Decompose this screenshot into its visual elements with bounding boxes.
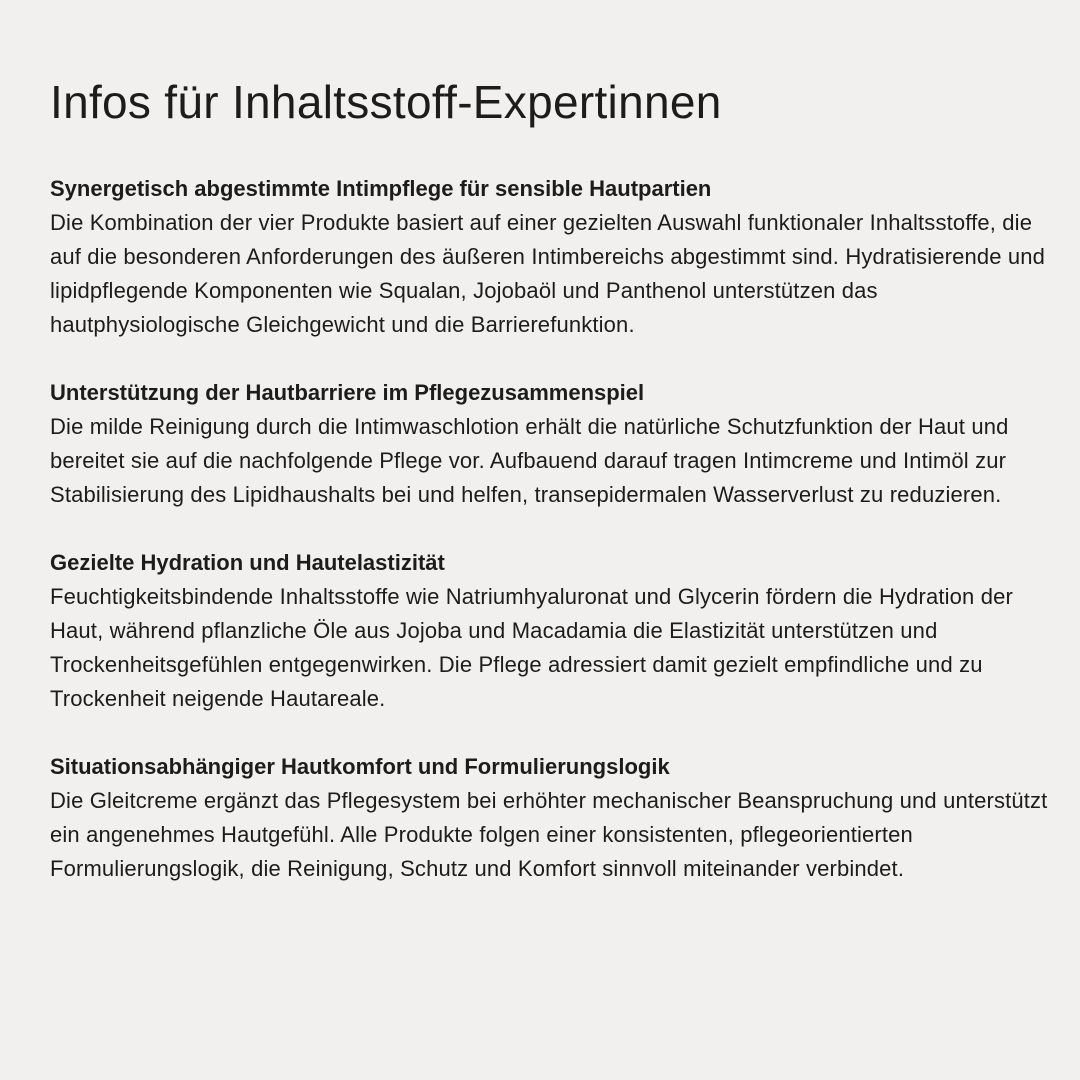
section-body: Die milde Reinigung durch die Intimwaschlotion erhält die natürliche Schutzfunktion der Haut und bereitet sie auf die nachfolgende Pflege vor. Aufbauend darauf tragen Intimcreme und Intimöl zur Stabilisierung des Lipidhaushalts bei und helfen, transepidermalen Wasserverlust zu reduzieren. (50, 414, 1009, 507)
section-heading: Situationsabhängiger Hautkomfort und Formulierungslogik (50, 754, 670, 779)
section-heading: Synergetisch abgestimmte Intimpflege für sensible Hautpartien (50, 176, 712, 201)
section-comfort-formulation (50, 750, 1050, 886)
section-body: Die Gleitcreme ergänzt das Pflegesystem bei erhöhter mechanischer Beanspruchung und unterstützt ein angenehmes Hautgefühl. Alle Produkte folgen einer konsistenten, pflegeorientierten Formulierungslogik, die Reinigung, Schutz und Komfort sinnvoll miteinander verbindet. (50, 788, 1048, 881)
section-heading: Gezielte Hydration und Hautelastizität (50, 550, 445, 575)
page-title: Infos für Inhaltsstoff-Expertinnen (50, 76, 722, 128)
section-hydration-elasticity (50, 546, 1050, 716)
section-skin-barrier (50, 376, 1050, 512)
section-synergetic-care (50, 172, 1050, 342)
section-heading: Unterstützung der Hautbarriere im Pflegezusammenspiel (50, 380, 645, 405)
section-body: Feuchtigkeitsbindende Inhaltsstoffe wie Natriumhyaluronat und Glycerin fördern die Hydration der Haut, während pflanzliche Öle aus Jojoba und Macadamia die Elastizität unterstützen und Trockenheitsgefühlen entgegenwirken. Die Pflege adressiert damit gezielt empfindliche und zu Trockenheit neigende Hautareale. (50, 584, 1013, 711)
section-body: Die Kombination der vier Produkte basiert auf einer gezielten Auswahl funktionaler Inhaltsstoffe, die auf die besonderen Anforderungen des äußeren Intimbereichs abgestimmt sind. Hydratisierende und lipidpflegende Komponenten wie Squalan, Jojobaöl und Panthenol unterstützen das hautphysiologische Gleichgewicht und die Barrierefunktion. (50, 210, 1046, 337)
sections-container (50, 172, 1050, 886)
info-page (50, 70, 1050, 920)
